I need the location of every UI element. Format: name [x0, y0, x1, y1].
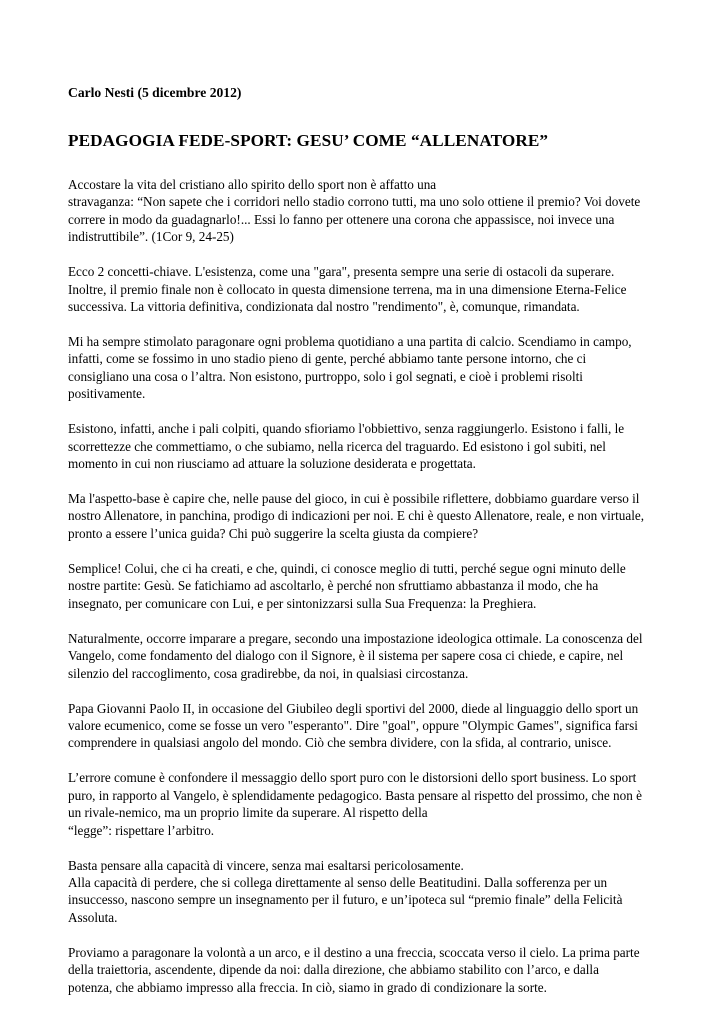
paragraph-line: insuccesso, nascono sempre un insegnamento per il futuro, e un’ipoteca sul “premio finale” della Felicità	[68, 892, 623, 908]
paragraph	[68, 700, 660, 752]
paragraph	[68, 874, 660, 926]
paragraph-line: potenza, che abbiamo impresso alla freccia. In ciò, siamo in grado di condizionare la sorte.	[68, 979, 547, 995]
paragraph	[68, 769, 660, 839]
paragraph-line: Vangelo, come fondamento del dialogo con il Signore, è il sistema per sapere cosa ci chiede, e capire, nel	[68, 648, 624, 664]
paragraph-line: Ecco 2 concetti-chiave. L'esistenza, come una "gara", presenta sempre una serie di ostacoli da superare.	[68, 264, 615, 280]
paragraph-line: Papa Giovanni Paolo II, in occasione del Giubileo degli sportivi del 2000, diede al linguaggio dello sport un	[68, 700, 639, 716]
paragraph-line: positivamente.	[68, 386, 146, 402]
paragraph-line: Semplice! Colui, che ci ha creati, e che, quindi, ci conosce meglio di tutti, perché segue ogni minuto delle	[68, 560, 626, 576]
paragraph-line: nostre partite: Gesù. Se fatichiamo ad ascoltarlo, è perché non sfruttiamo abbastanza il modo, che ha	[68, 578, 599, 594]
paragraph	[68, 420, 660, 472]
paragraph	[68, 263, 660, 315]
paragraph	[68, 176, 660, 246]
paragraph-line: valore ecumenico, come se fosse un vero "esperanto". Dire "goal", oppure "Olympic Games", significa farsi	[68, 717, 638, 733]
paragraph-line: correre in modo da guadagnarlo!... Essi lo fanno per ottenere una corona che appassisce, noi invece una	[68, 211, 615, 227]
paragraph-line: successiva. La vittoria definitiva, condizionata dal nostro "rendimento", è, comunque, rimandata.	[68, 299, 580, 315]
paragraph	[68, 333, 660, 403]
paragraph-line: Assoluta.	[68, 909, 118, 925]
paragraph-line: un rivale-nemico, ma un proprio limite da superare. Al rispetto della	[68, 805, 428, 821]
paragraph-line: della traiettoria, ascendente, dipende da noi: dalla direzione, che abbiamo stabilito con l’arco, e dalla	[68, 962, 599, 978]
paragraph-line: silenzio del raccoglimento, cosa gradirebbe, da noi, in qualsiasi circostanza.	[68, 665, 469, 681]
paragraph-line: indistruttibile”. (1Cor 9, 24-25)	[68, 229, 234, 245]
paragraph-line: Mi ha sempre stimolato paragonare ogni problema quotidiano a una partita di calcio. Scendiamo in campo,	[68, 334, 632, 350]
paragraph-line: momento in cui non riusciamo ad attuare la soluzione desiderata e progettata.	[68, 456, 476, 472]
paragraph	[68, 490, 660, 542]
article-body	[68, 176, 660, 996]
paragraph-line: stravaganza: “Non sapete che i corridori nello stadio corrono tutti, ma uno solo ottiene il premio? Voi dovete	[68, 194, 641, 210]
paragraph-line: Naturalmente, occorre imparare a pregare, secondo una impostazione ideologica ottimale. La conoscenza del	[68, 630, 643, 646]
article-title: PEDAGOGIA FEDE-SPORT: GESU’ COME “ALLENATORE”	[68, 131, 549, 150]
document-page	[68, 84, 660, 1014]
paragraph-line: consigliano una cosa o l’altra. Non esistono, purtroppo, solo i gol segnati, e cioè i problemi risolti	[68, 368, 583, 384]
paragraph-line: Basta pensare alla capacità di vincere, senza mai esaltarsi pericolosamente.	[68, 857, 464, 873]
paragraph-line: insegnato, per comunicare con Lui, e per sintonizzarsi sulla Sua Frequenza: la Preghiera.	[68, 595, 537, 611]
paragraph-line: Esistono, infatti, anche i pali colpiti, quando sfioriamo l'obbiettivo, senza raggiungerlo. Esistono i falli, le	[68, 421, 625, 437]
paragraph-line: infatti, come se fossimo in uno stadio pieno di gente, perché abbiamo tante persone intorno, che ci	[68, 351, 587, 367]
paragraph-line: Proviamo a paragonare la volontà a un arco, e il destino a una freccia, scoccata verso il cielo. La prima parte	[68, 944, 640, 960]
paragraph-line: Inoltre, il premio finale non è collocato in questa dimensione terrena, ma in una dimensione Eterna-Felice	[68, 281, 627, 297]
paragraph	[68, 560, 660, 612]
paragraph-line: pronto a essere l’unica guida? Chi può suggerire la scelta giusta da compiere?	[68, 525, 479, 541]
paragraph-line: nostro Allenatore, in panchina, prodigo di indicazioni per noi. E chi è questo Allenatore, reale, e non virtuale,	[68, 508, 645, 524]
paragraph-line: Alla capacità di perdere, che si collega direttamente al senso delle Beatitudini. Dalla sofferenza per un	[68, 874, 608, 890]
paragraph-line: L’errore comune è confondere il messaggio dello sport puro con le distorsioni dello sport business. Lo sport	[68, 770, 637, 786]
paragraph	[68, 857, 660, 874]
paragraph-line: comprendere in qualsiasi angolo del mondo. Ciò che sembra dividere, con la sfida, al contrario, unisce.	[68, 735, 612, 751]
paragraph-line: “legge”: rispettare l’arbitro.	[68, 822, 215, 838]
paragraph-line: puro, in rapporto al Vangelo, è splendidamente pedagogico. Basta pensare al rispetto del prossimo, che non è	[68, 787, 642, 803]
author-date-line: Carlo Nesti (5 dicembre 2012)	[68, 85, 242, 100]
paragraph-line: Ma l'aspetto-base è capire che, nelle pause del gioco, in cui è possibile riflettere, dobbiamo guardare verso il	[68, 491, 640, 507]
paragraph	[68, 630, 660, 682]
paragraph	[68, 944, 660, 996]
paragraph-line: scorrettezze che commettiamo, o che subiamo, nella ricerca del traguardo. Ed esistono i gol subiti, nel	[68, 438, 606, 454]
paragraph-line: Accostare la vita del cristiano allo spirito dello sport non è affatto una	[68, 177, 437, 192]
